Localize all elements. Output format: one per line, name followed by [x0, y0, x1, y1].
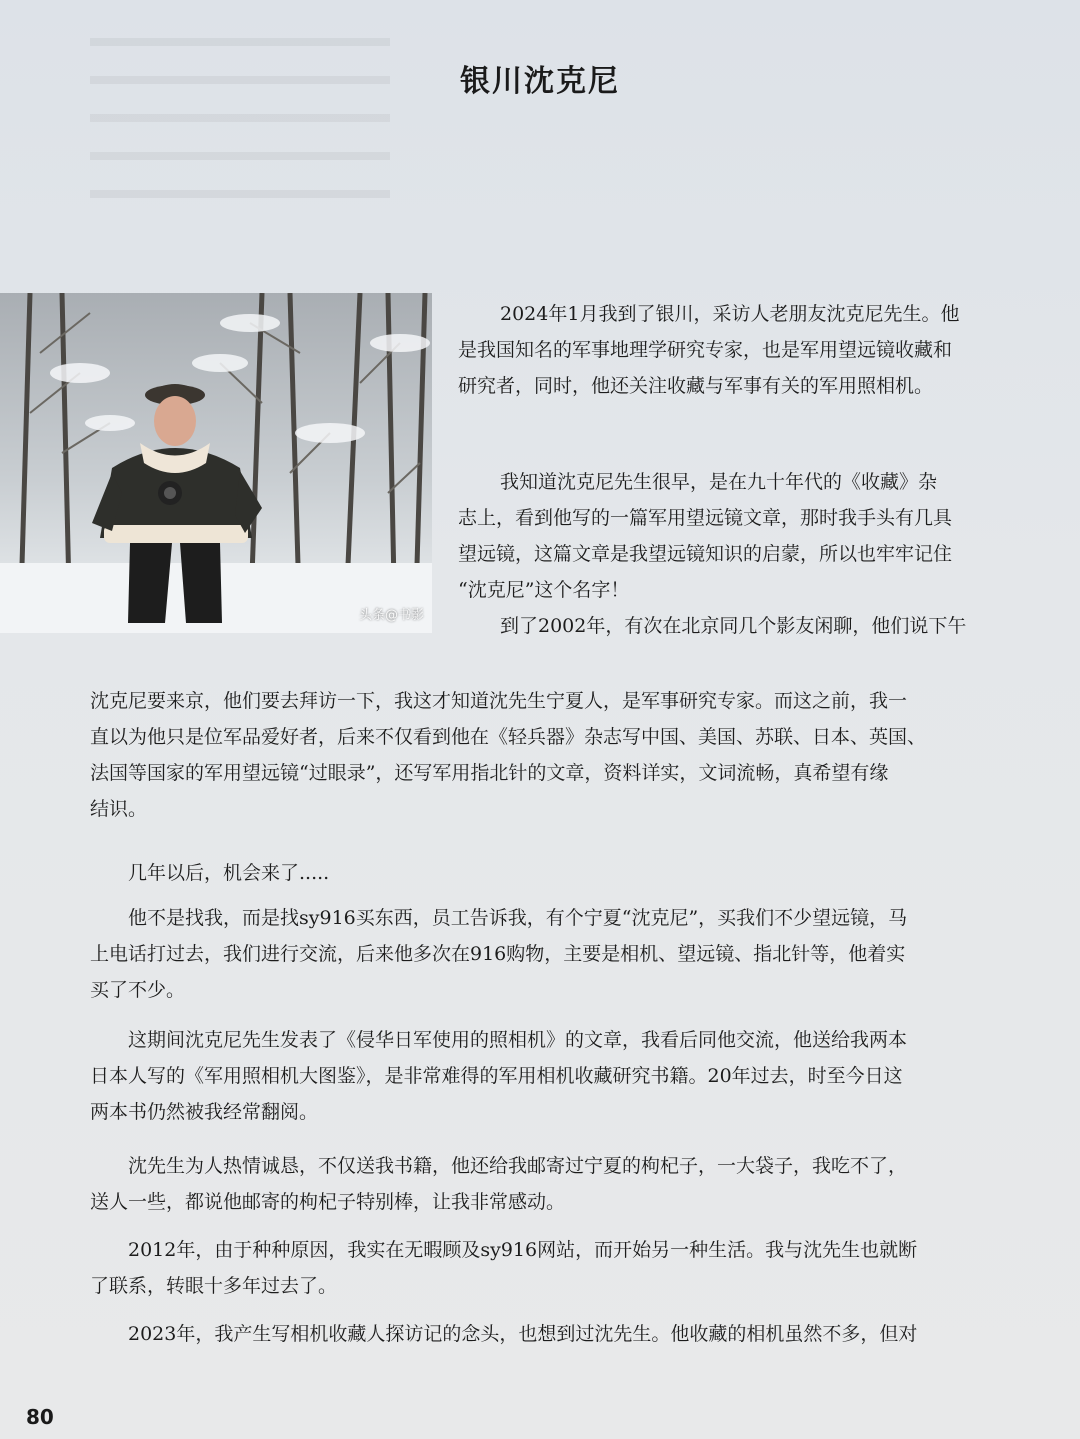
paragraph-7 [90, 1148, 1050, 1220]
paragraph-2 [458, 464, 1048, 644]
snow-forest-portrait [0, 293, 432, 633]
text-line: 我知道沈克尼先生很早，是在九十年代的《收藏》杂 [500, 471, 938, 493]
paragraph-6 [90, 1022, 1050, 1130]
show-through-text [90, 8, 390, 218]
text-line: 2012年，由于种种原因，我实在无暇顾及sy916网站，而开始另一种生活。我与沈先生也就断 [128, 1239, 918, 1261]
text-line: “沈克尼”这个名字！ [458, 579, 630, 601]
photo-watermark: 头条@书影 [358, 608, 424, 623]
text-line: 送人一些，都说他邮寄的枸杞子特别棒，让我非常感动。 [90, 1191, 566, 1213]
paragraph-8 [90, 1232, 1050, 1304]
text-line: 沈克尼要来京，他们要去拜访一下，我这才知道沈先生宁夏人，是军事研究专家。而这之前，我一 [90, 690, 908, 712]
text-line: 买了不少。 [90, 979, 186, 1001]
article-title: 银川沈克尼 [460, 64, 620, 99]
text-line: 是我国知名的军事地理学研究专家，也是军用望远镜收藏和 [458, 339, 953, 361]
text-line: 上电话打过去，我们进行交流，后来他多次在916购物，主要是相机、望远镜、指北针等，他着实 [90, 943, 906, 965]
page-number: 80 [26, 1405, 54, 1429]
paragraph-3 [90, 683, 1050, 827]
paragraph-9 [90, 1316, 1050, 1352]
text-line: 他不是找我，而是找sy916买东西，员工告诉我，有个宁夏“沈克尼”，买我们不少望远镜，马 [128, 907, 908, 929]
paragraph-5 [90, 900, 1050, 1008]
text-line: 法国等国家的军用望远镜“过眼录”，还写军用指北针的文章，资料详实，文词流畅，真希望有缘 [90, 762, 889, 784]
text-line: 沈先生为人热情诚恳，不仅送我书籍，他还给我邮寄过宁夏的枸杞子，一大袋子，我吃不了， [128, 1155, 908, 1177]
text-line: 到了2002年，有次在北京同几个影友闲聊，他们说下午 [500, 615, 967, 637]
intro-paragraph [458, 296, 1048, 404]
text-line: 2024年1月我到了银川，采访人老朋友沈克尼先生。他 [500, 303, 960, 325]
text-line: 直以为他只是位军品爱好者，后来不仅看到他在《轻兵器》杂志写中国、美国、苏联、日本、英国、 [90, 726, 927, 748]
paragraph-4 [90, 855, 1050, 891]
text-line: 两本书仍然被我经常翻阅。 [90, 1101, 319, 1123]
text-line: 日本人写的《军用照相机大图鉴》，是非常难得的军用相机收藏研究书籍。20年过去，时至今日这 [90, 1065, 903, 1087]
text-line: 几年以后，机会来了..... [128, 862, 330, 884]
text-line: 望远镜，这篇文章是我望远镜知识的启蒙，所以也牢牢记住 [458, 543, 953, 565]
text-line: 研究者，同时，他还关注收藏与军事有关的军用照相机。 [458, 375, 934, 397]
text-line: 2023年，我产生写相机收藏人探访记的念头，也想到过沈先生。他收藏的相机虽然不多，但对 [128, 1323, 918, 1345]
text-line: 了联系，转眼十多年过去了。 [90, 1275, 338, 1297]
text-line: 志上，看到他写的一篇军用望远镜文章，那时我手头有几具 [458, 507, 953, 529]
portrait-photo [0, 293, 432, 633]
text-line: 这期间沈克尼先生发表了《侵华日军使用的照相机》的文章，我看后同他交流，他送给我两本 [128, 1029, 908, 1051]
text-line: 结识。 [90, 798, 148, 820]
